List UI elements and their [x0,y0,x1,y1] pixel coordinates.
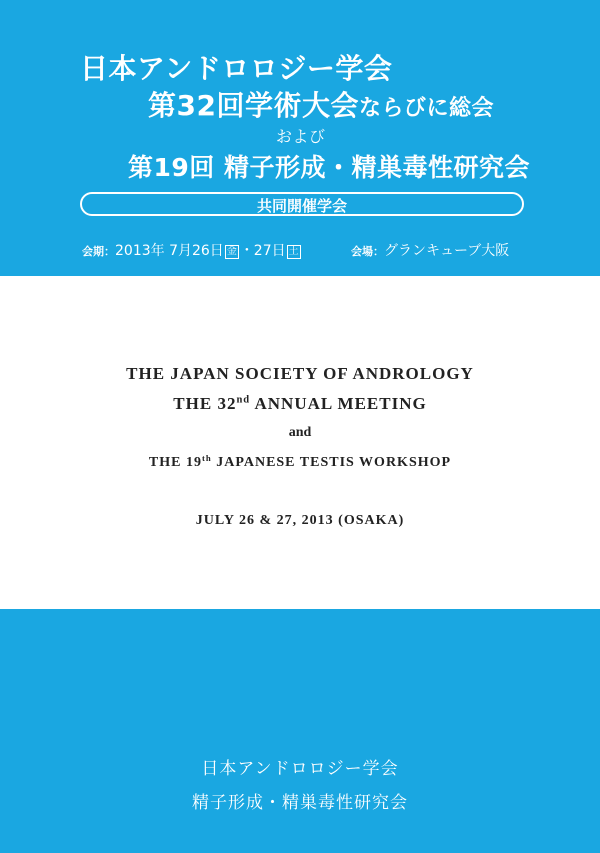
english-workshop-ordinal: th [202,452,212,463]
english-meeting-ordinal: nd [236,394,251,406]
meeting-title-suffix: ならびに総会 [358,96,494,121]
organizer-society: 日本アンドロロジー学会 [201,759,399,779]
english-conjunction: and [288,425,312,440]
english-workshop-post: JAPANESE TESTIS WORKSHOP [211,455,452,470]
joint-meeting-label: 共同開催学会 [256,197,347,215]
english-title-block [0,276,600,609]
organizer-workshop: 精子形成・精巣毒性研究会 [192,793,408,813]
meeting-title-main: 第32回学術大会 [148,89,359,122]
joint-meeting-badge [80,192,524,216]
date-value: 2013年 7月26日 [115,243,224,259]
english-workshop-pre: THE 19 [148,455,202,470]
venue-label: 会場： [351,245,384,258]
society-title: 日本アンドロロジー学会 [80,52,393,85]
meeting-venue [351,240,509,260]
english-meeting-pre: THE 32 [173,394,237,413]
meeting-title [148,84,494,124]
date-separator: ・27日 [239,243,286,259]
weekday-fri-badge: 金 [226,246,237,257]
date-label: 会期： [82,245,115,258]
meeting-dates [82,240,302,260]
footer-band [0,609,600,853]
workshop-title: 第19回 精子形成・精巣毒性研究会 [128,153,530,182]
english-meeting-title [0,394,600,414]
english-meeting-post: ANNUAL MEETING [250,394,427,413]
header-band [0,0,600,276]
conjunction-text: および [276,127,326,146]
english-society-title: THE JAPAN SOCIETY OF ANDROLOGY [126,364,474,383]
weekday-sat-badge: 土 [288,246,299,257]
venue-value: グランキューブ大阪 [384,243,510,259]
english-dates: JULY 26 & 27, 2013 (OSAKA) [195,513,405,528]
english-workshop-title [0,452,600,471]
